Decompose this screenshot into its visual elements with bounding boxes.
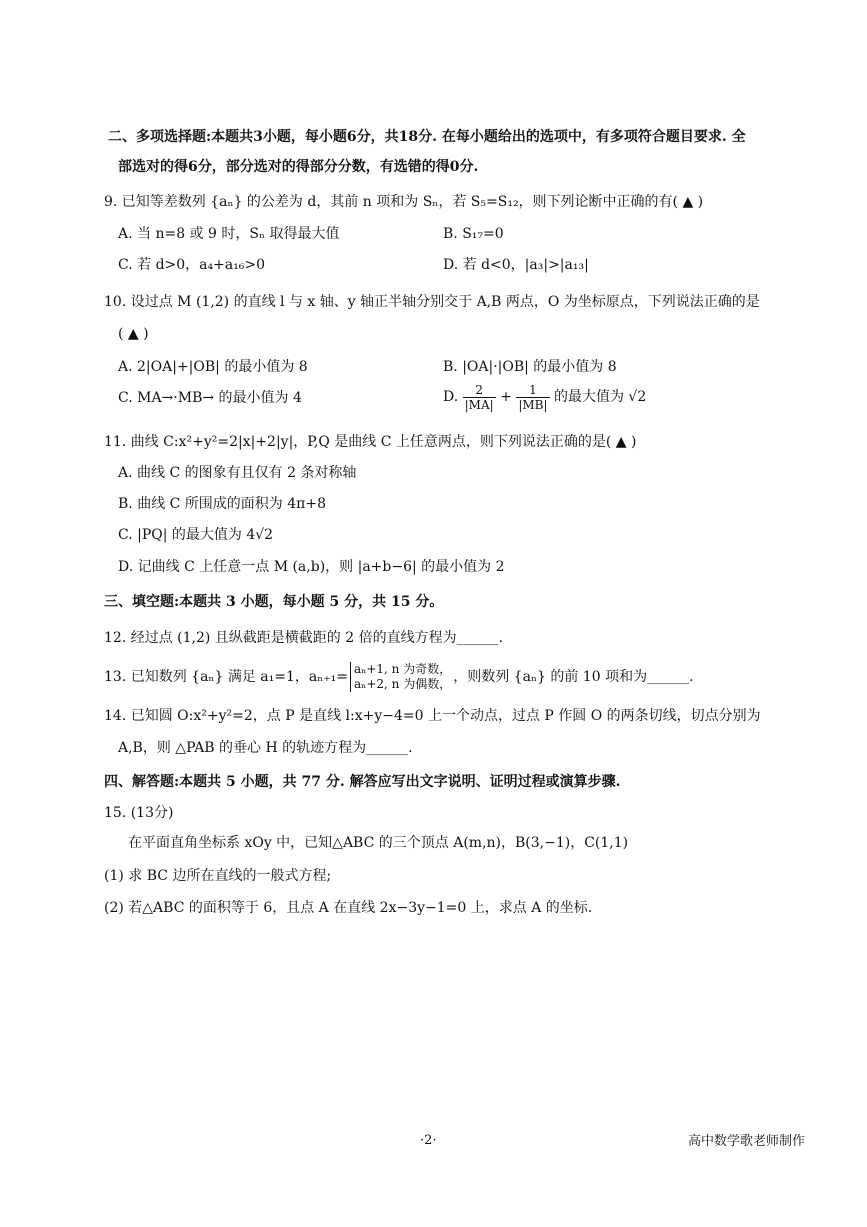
q10-stem: 10. 设过点 M (1,2) 的直线 l 与 x 轴、y 轴正半轴分别交于 A,B 两点，O 为坐标原点，下列说法正确的是 xyxy=(104,294,760,310)
q9-option-c: C. 若 d>0，a₄+a₁₆>0 xyxy=(118,257,266,273)
piecewise-case-2: aₙ+2, n 为偶数， xyxy=(354,677,452,691)
fraction-numerator: 2 xyxy=(463,383,496,398)
author-credit: 高中数学歌老师制作 xyxy=(688,1134,806,1149)
q15-part1: (1) 求 BC 边所在直线的一般式方程; xyxy=(104,868,332,884)
q13-stem xyxy=(104,660,694,694)
piecewise-brace xyxy=(350,662,451,692)
plus-sign: + xyxy=(500,389,512,405)
q9-stem: 9. 已知等差数列 {aₙ} 的公差为 d，其前 n 项和为 Sₙ，若 S₅=S₁₂，则下列论断中正确的有( ▲ ) xyxy=(104,194,704,210)
q11-stem: 11. 曲线 C:x²+y²=2|x|+2|y|，P,Q 是曲线 C 上任意两点，则下列说法正确的是( ▲ ) xyxy=(104,434,637,450)
q9-option-a: A. 当 n=8 或 9 时，Sₙ 取得最大值 xyxy=(118,226,340,242)
section2-title-line1: 二、多项选择题:本题共3小题，每小题6分，共18分. 在每小题给出的选项中，有多项符合题目要求. 全 xyxy=(108,129,746,145)
q10-option-a: A. 2|OA|+|OB| 的最小值为 8 xyxy=(118,359,308,375)
q15-stem: 在平面直角坐标系 xOy 中，已知△ABC 的三个顶点 A(m,n)，B(3,−1)，C(1,1) xyxy=(128,835,629,851)
q10-option-c: C. MA→·MB→ 的最小值为 4 xyxy=(118,390,302,406)
page-number: ·2· xyxy=(420,1133,437,1148)
q10-option-b: B. |OA|·|OB| 的最小值为 8 xyxy=(443,359,617,375)
q15-part2: (2) 若△ABC 的面积等于 6，且点 A 在直线 2x−3y−1=0 上，求点 A 的坐标. xyxy=(104,900,593,916)
q9-option-b: B. S₁₇=0 xyxy=(443,226,504,242)
fraction-denominator: |MA| xyxy=(464,397,494,412)
q9-option-d: D. 若 d<0，|a₃|>|a₁₃| xyxy=(443,257,589,273)
q13-suffix: ，则数列 {aₙ} 的前 10 项和为______. xyxy=(453,669,694,685)
section4-title: 四、解答题:本题共 5 小题，共 77 分. 解答应写出文字说明、证明过程或演算步骤. xyxy=(104,774,621,790)
fraction-denominator: |MB| xyxy=(518,397,548,412)
q14-line1: 14. 已知圆 O:x²+y²=2，点 P 是直线 l:x+y−4=0 上一个动点，过点 P 作圆 O 的两条切线，切点分别为 xyxy=(104,708,761,724)
q11-option-b: B. 曲线 C 所围成的面积为 4π+8 xyxy=(118,496,326,512)
q10-option-d-fraction-2 xyxy=(516,383,549,412)
q10-option-d xyxy=(443,380,646,414)
q11-option-c: C. |PQ| 的最大值为 4√2 xyxy=(118,527,274,543)
q14-line2: A,B，则 △PAB 的垂心 H 的轨迹方程为______. xyxy=(118,740,413,756)
q10-stem-tail: ( ▲ ) xyxy=(118,326,149,342)
q10-option-d-fraction-1 xyxy=(463,383,496,412)
q10-option-d-prefix: D. xyxy=(443,389,459,405)
piecewise-case-1: aₙ+1, n 为奇数， xyxy=(354,662,452,676)
q10-option-d-suffix: 的最大值为 √2 xyxy=(553,389,647,405)
q15-header: 15. (13分) xyxy=(104,805,174,821)
q13-prefix: 13. 已知数列 {aₙ} 满足 a₁=1，aₙ₊₁= xyxy=(104,669,349,685)
fraction-numerator: 1 xyxy=(516,383,549,398)
q11-option-d: D. 记曲线 C 上任意一点 M (a,b)，则 |a+b−6| 的最小值为 2 xyxy=(118,559,505,575)
section3-title: 三、填空题:本题共 3 小题，每小题 5 分，共 15 分。 xyxy=(104,594,444,610)
q11-option-a: A. 曲线 C 的图象有且仅有 2 条对称轴 xyxy=(118,465,357,481)
q12-stem: 12. 经过点 (1,2) 且纵截距是横截距的 2 倍的直线方程为______. xyxy=(104,630,504,646)
section2-title-line2: 部选对的得6分，部分选对的得部分分数，有选错的得0分. xyxy=(118,159,479,175)
